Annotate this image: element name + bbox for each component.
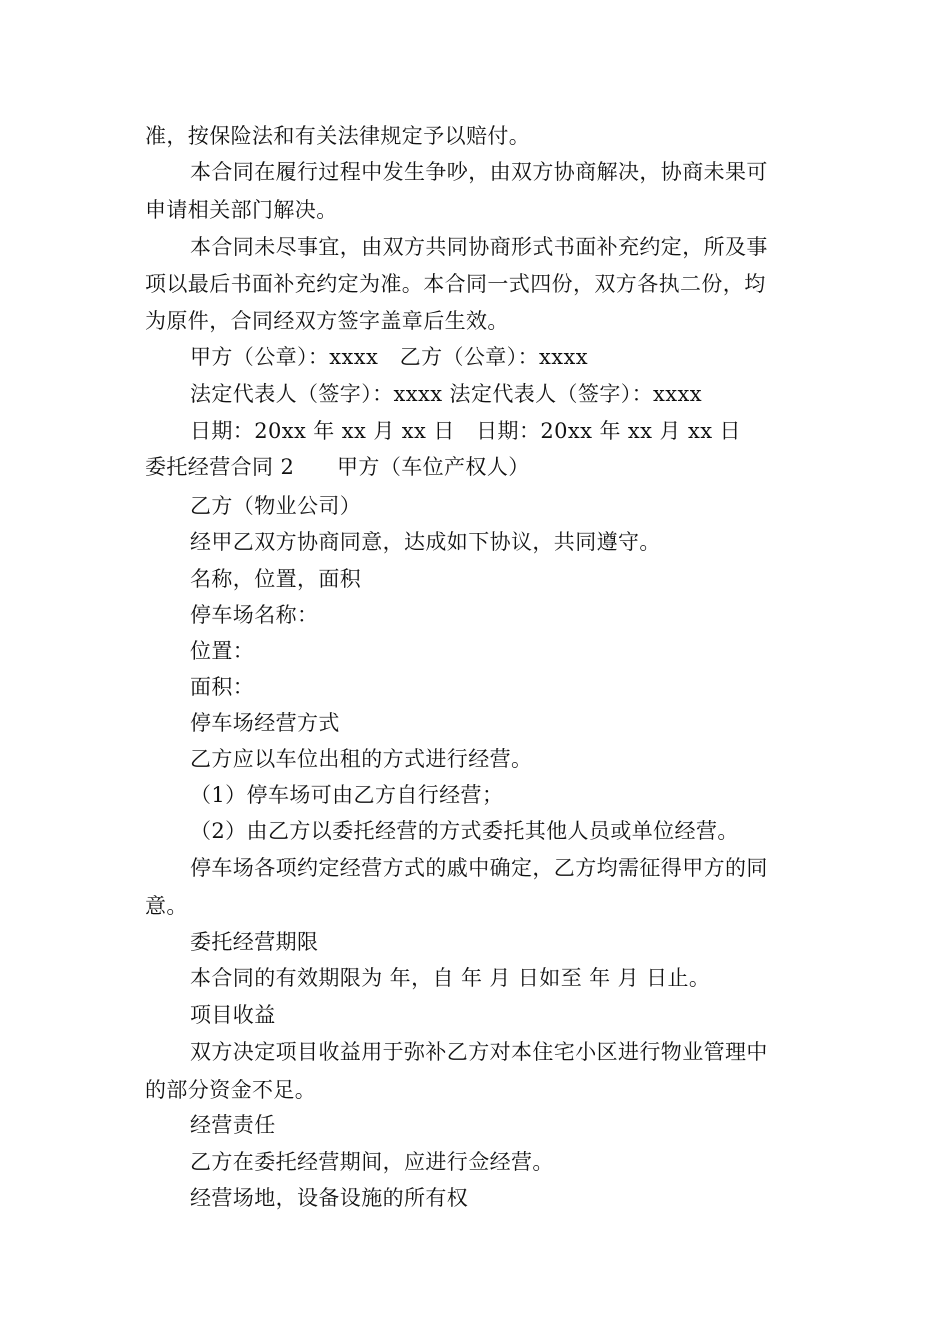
text-line: 本合同在履行过程中发生争吵，由双方协商解决，协商未果可 [190, 160, 768, 184]
text-line: 委托经营期限 [190, 930, 319, 954]
text-line: 的部分资金不足。 [145, 1078, 317, 1102]
text-line: 面积： [190, 675, 255, 699]
text-line: 双方决定项目收益用于弥补乙方对本住宅小区进行物业管理中 [190, 1040, 768, 1064]
text-line: 本合同的有效期限为 年，自 年 月 日如至 年 月 日止。 [190, 966, 711, 990]
text-line: 项目收益 [190, 1003, 276, 1027]
text-line: （1）停车场可由乙方自行经营； [190, 783, 504, 807]
text-line: 委托经营合同 2 甲方（车位产权人） [145, 455, 530, 479]
text-line: 申请相关部门解决。 [145, 198, 338, 222]
text-line: 法定代表人（签字）：xxxx 法定代表人（签字）：xxxx [190, 382, 703, 406]
text-line: 意。 [145, 894, 188, 918]
text-line: 乙方应以车位出租的方式进行经营。 [190, 747, 533, 771]
text-line: 停车场经营方式 [190, 711, 340, 735]
text-line: 乙方在委托经营期间，应进行佥经营。 [190, 1150, 554, 1174]
text-line: 项以最后书面补充约定为准。本合同一式四份，双方各执二份，均 [145, 272, 766, 296]
text-line: 本合同未尽事宜，由双方共同协商形式书面补充约定，所及事 [190, 235, 768, 259]
text-line: 经营责任 [190, 1113, 276, 1137]
text-line: 停车场各项约定经营方式的戚中确定，乙方均需征得甲方的同 [190, 856, 768, 880]
text-line: 为原件，合同经双方签字盖章后生效。 [145, 309, 509, 333]
text-line: 经甲乙双方协商同意，达成如下协议，共同遵守。 [190, 530, 661, 554]
text-line: 乙方（物业公司） [190, 494, 362, 518]
text-line: 停车场名称： [190, 603, 319, 627]
text-line: 名称，位置，面积 [190, 567, 362, 591]
text-line: 准，按保险法和有关法律规定予以赔付。 [145, 124, 531, 148]
text-line: 位置： [190, 639, 255, 663]
text-line: 日期：20xx 年 xx 月 xx 日 日期：20xx 年 xx 月 xx 日 [190, 419, 741, 443]
text-line: 甲方（公章）：xxxx 乙方（公章）：xxxx [190, 345, 588, 369]
text-line: 经营场地，设备设施的所有权 [190, 1186, 469, 1210]
text-line: （2）由乙方以委托经营的方式委托其他人员或单位经营。 [190, 819, 739, 843]
